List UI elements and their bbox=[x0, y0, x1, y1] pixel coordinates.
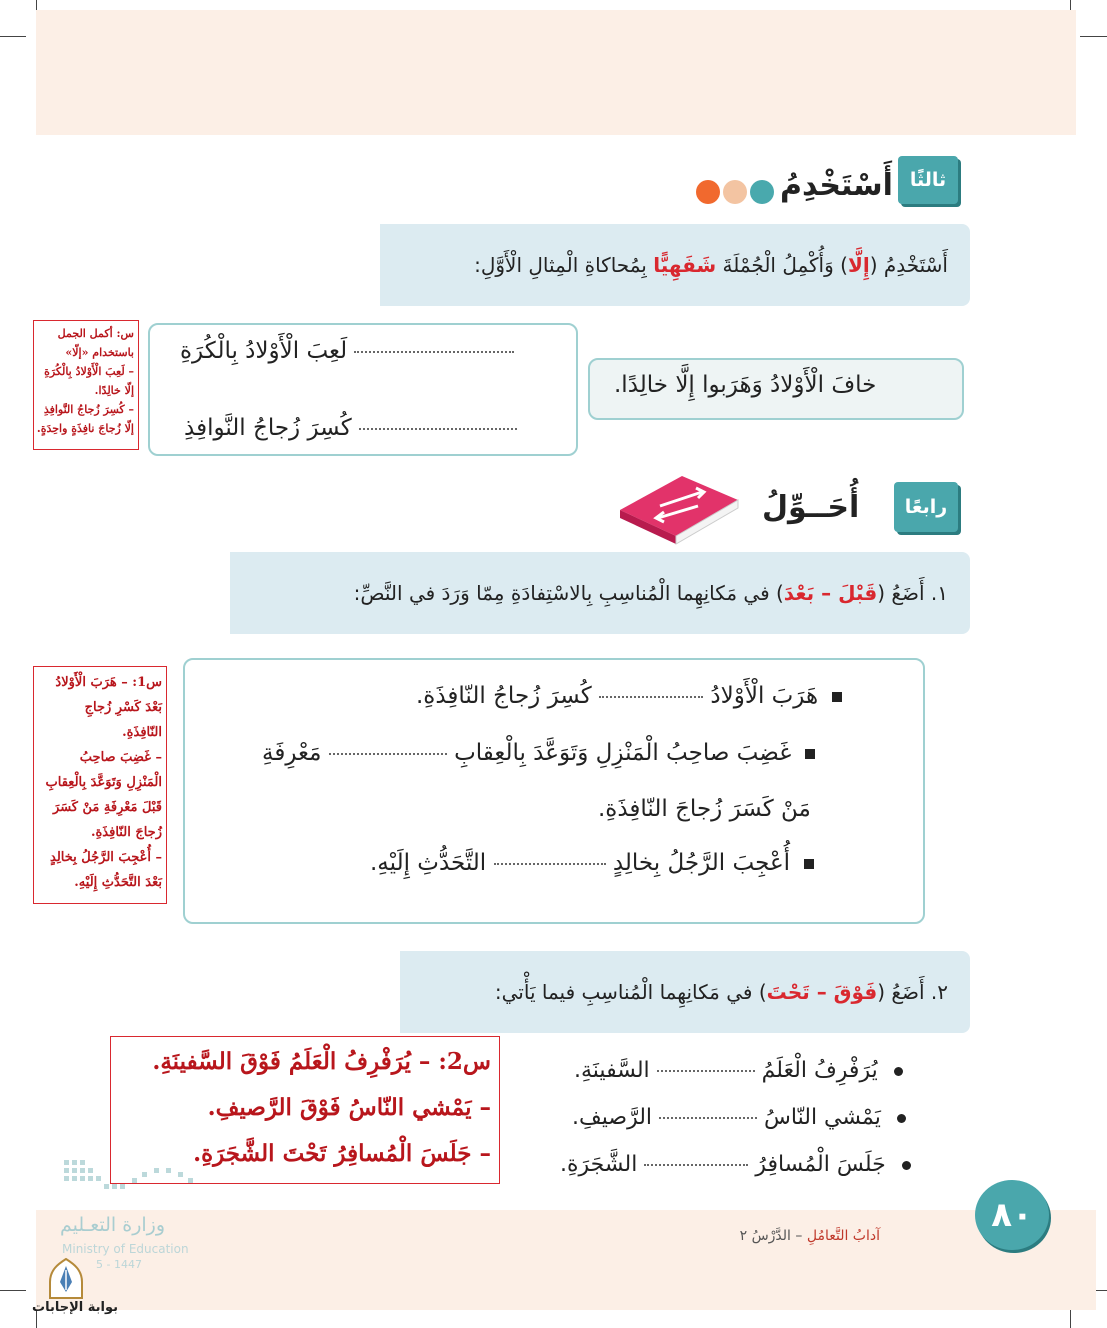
q1-item-continuation: مَنْ كَسَرَ زُجاجَ النّافِذَةِ. bbox=[598, 796, 811, 822]
blank-line bbox=[329, 753, 447, 755]
section-tab-fourth: رابعًا bbox=[894, 482, 958, 532]
q2-answer-note: س2: – يُرَفْرِفُ الْعَلَمُ فَوْقَ السَّفينَةِ. – يَمْشي النّاسُ فَوْقَ الرَّصيفِ. – جَلَسَ الْمُسافِرُ تَحْتَ الشَّجَرَةِ. bbox=[110, 1036, 500, 1184]
lesson-footer: آدابُ التَّعامُلِ – الدَّرْسُ ٢ bbox=[739, 1228, 880, 1244]
bottom-band bbox=[36, 1210, 1096, 1310]
ministry-logo-icon bbox=[62, 1158, 196, 1198]
crop-mark bbox=[1080, 36, 1107, 37]
bullet-icon bbox=[902, 1161, 911, 1170]
question1-bar bbox=[230, 552, 970, 634]
q2-item: يُرَفْرِفُ الْعَلَمُ السَّفينَةِ. bbox=[574, 1058, 903, 1083]
question2-bar bbox=[400, 951, 970, 1033]
instruction-bar bbox=[380, 224, 970, 306]
teal-dot-icon bbox=[750, 180, 774, 204]
book-icon bbox=[612, 470, 742, 546]
page-number: ٨٠ bbox=[975, 1180, 1049, 1250]
bullet-icon bbox=[897, 1114, 906, 1123]
q2-item: جَلَسَ الْمُسافِرُ الشَّجَرَةِ. bbox=[560, 1152, 911, 1177]
bullet-icon bbox=[832, 692, 842, 702]
exercise-item: لَعِبَ الْأَوْلادُ بِالْكُرَةِ bbox=[180, 338, 514, 364]
bullet-icon bbox=[894, 1067, 903, 1076]
section-tab-third: ثالثًا bbox=[898, 156, 958, 204]
question2-text: ٢. أَضَعُ (فَوْقَ – تَحْتَ) في مَكانِهِما الْمُناسِبِ فيما يَأْتي: bbox=[494, 980, 948, 1004]
bullet-icon bbox=[805, 749, 815, 759]
q1-item: هَرَبَ الْأَوْلادُ كُسِرَ زُجاجُ النّافِذَةِ. bbox=[416, 683, 842, 709]
blank-line bbox=[599, 696, 703, 698]
blank-line bbox=[657, 1070, 755, 1072]
top-band bbox=[36, 10, 1076, 135]
question1-text: ١. أَضَعُ (قَبْلَ – بَعْدَ) في مَكانِهِما الْمُناسِبِ بِالاسْتِفادَةِ مِمّا وَرَدَ في النَّصِّ: bbox=[353, 581, 948, 605]
q1-item: غَضِبَ صاحِبُ الْمَنْزِلِ وَتَوَعَّدَ بِالْعِقابِ مَعْرِفَةِ bbox=[262, 740, 815, 766]
crop-mark bbox=[0, 1290, 26, 1291]
section-title-transform: أُحَــوِّلُ bbox=[762, 490, 860, 525]
q2-item: يَمْشي النّاسُ الرَّصيفِ. bbox=[572, 1105, 906, 1130]
orange-dot-icon bbox=[696, 180, 720, 204]
exercise-item: كُسِرَ زُجاجُ النَّوافِذِ bbox=[184, 415, 517, 441]
pen-logo-icon bbox=[44, 1256, 88, 1300]
q1-item: أُعْجِبَ الرَّجُلُ بِخالِدٍ التَّحَدُّثِ إِلَيْهِ. bbox=[370, 850, 814, 876]
blank-line bbox=[354, 351, 514, 353]
example-sentence: خافَ الْأَوْلادُ وَهَرَبوا إِلَّا خالِدًا. bbox=[614, 372, 877, 398]
blank-line bbox=[359, 428, 517, 430]
q1-answer-note: س1: – هَرَبَ الْأَوْلادُ بَعْدَ كَسْرِ زُجاجِ النّافِذَةِ. – غَضِبَ صاحِبُ الْمَنْزِلِ وَتَوَعَّدَ بِالْعِقابِ قَبْلَ مَعْرِفَةِ مَنْ كَسَرَ زُجاجَ النّافِذَةِ. – أُعْجِبَ الرَّجُلُ بِخالِدٍ بَعْدَ التَّحَدُّثِ إِلَيْهِ. bbox=[33, 666, 167, 904]
ministry-name-en: Ministry of Education bbox=[62, 1242, 189, 1256]
ministry-name-ar: وزارة التعـليم bbox=[60, 1214, 166, 1236]
section-title-use: أَسْتَخْدِمُ bbox=[780, 168, 893, 203]
crop-mark bbox=[0, 36, 26, 37]
blank-line bbox=[644, 1164, 748, 1166]
blank-line bbox=[659, 1117, 757, 1119]
edition-year: 5 - 1447 bbox=[96, 1258, 142, 1271]
peach-dot-icon bbox=[723, 180, 747, 204]
instruction-text: أَسْتَخْدِمُ (إِلَّا) وَأُكْمِلُ الْجُمْلَةَ شَفَهِيًّا بِمُحاكاةِ الْمِثالِ الْأَوَّلِ: bbox=[474, 253, 948, 277]
bullet-icon bbox=[804, 859, 814, 869]
answer-note: س: أكمل الجمل باستخدام «إلّا» – لَعِبَ الْأَوْلادُ بِالْكُرَةِ إلّا خالِدًا. – كُسِرَ زُجاجُ النَّوافِذِ إلّا زُجاجَ نافِذَةٍ واحِدَةٍ. bbox=[33, 320, 139, 450]
watermark-text: بوابة الإجابات bbox=[32, 1300, 118, 1315]
blank-line bbox=[494, 863, 606, 865]
